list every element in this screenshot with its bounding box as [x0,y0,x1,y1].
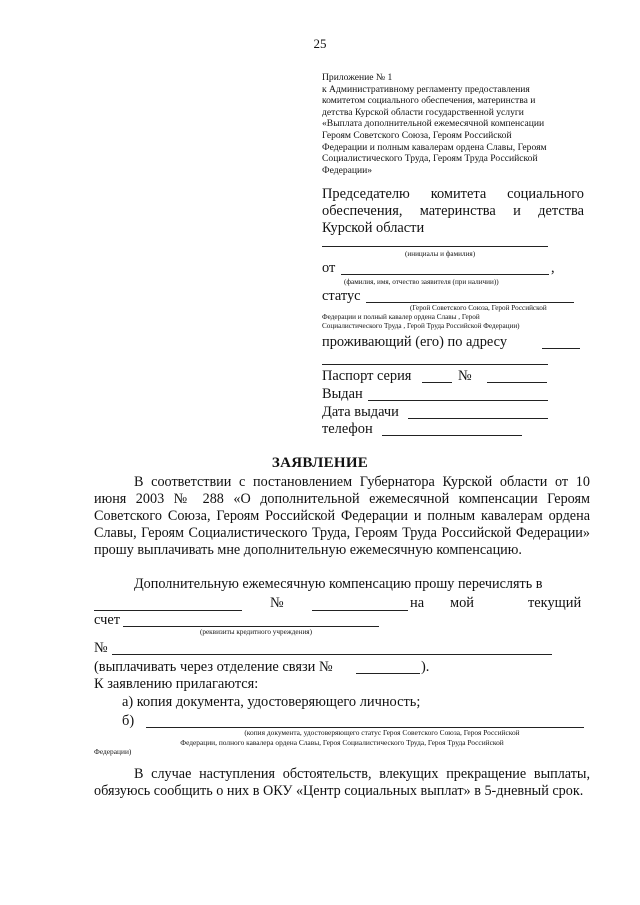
final-paragraph: В случае наступления обстоятельств, влекущих прекращение выплаты, обязуюсь сообщить о них в ОКУ «Центр социальных выплат» в 5-дневный срок. [94,766,590,799]
status-line[interactable] [366,302,574,303]
transfer-word: мой [450,595,475,611]
attachment-item-a: а) копия документа, удостоверяющего личность; [122,694,421,710]
phone-line[interactable] [382,435,522,436]
appendix-block [322,72,574,176]
attached-label: К заявлению прилагаются: [94,676,259,692]
transfer-word: текущий [528,595,582,611]
transfer-paragraph: Дополнительную ежемесячную компенсацию прошу перечислять в [134,576,543,592]
attachment-item-b-label: б) [122,713,135,729]
appendix-line: комитетом социального обеспечения, материнства и [322,95,536,107]
appendix-line: Федерации и полным кавалерам ордена Славы, Героям [322,141,547,153]
bank-name-line[interactable] [94,610,242,611]
address-line[interactable] [322,364,548,365]
transfer-word: на [410,595,425,611]
transfer-number-sign: № [270,595,284,611]
issued-line[interactable] [368,400,548,401]
document-caption: (копия документа, удостоверяющего статус Героя Советского Союза, Героя Российской Федерации, полного кавалера ордена Славы, Героя Социалистического Труда, Героя Труда Российской Федерации) [94,728,520,756]
addressee-block [322,186,584,237]
issued-label: Выдан [322,386,363,402]
post-office-line[interactable] [356,673,420,674]
passport-number-line[interactable] [487,382,547,383]
bank-caption: (реквизиты кредитного учреждения) [200,628,312,636]
status-caption: (Герой Советского Союза, Герой Российской [410,304,547,312]
statement-title: ЗАЯВЛЕНИЕ [271,455,369,471]
post-office-suffix: ). [421,659,430,675]
passport-series-line[interactable] [422,382,452,383]
appendix-line: Федерации» [322,164,373,176]
post-office-prefix: (выплачивать через отделение связи № [94,659,333,675]
appendix-title: Приложение № 1 [322,72,393,83]
issue-date-line[interactable] [408,418,548,419]
account-number-line[interactable] [112,654,552,655]
passport-number-sign: № [458,368,472,384]
issue-date-label: Дата выдачи [322,404,399,420]
status-label: статус [322,288,361,304]
transfer-number-line[interactable] [312,610,408,611]
page-number: 25 [313,36,327,51]
status-caption: Федерации и полный кавалер ордена Славы , Герой [322,313,480,321]
initials-caption: (инициалы и фамилия) [405,250,476,258]
from-comma: , [551,260,555,276]
from-line[interactable] [341,274,549,275]
residing-label: проживающий (его) по адресу [322,334,508,350]
account-number-sign: № [94,640,108,656]
from-label: от [322,260,336,276]
appendix-line: «Выплата дополнительной ежемесячной компенсации [322,118,545,130]
statement-paragraph: В соответствии с постановлением Губернатора Курской области от 10 июня 2003 № 288 «О дополнительной ежемесячной компенсации Героям Советского Союза, Героям Российской Федерации и полным кавалерам ордена Славы, Героям Социалистического Труда, Героям Труда Российской Федерации» прошу выплачивать мне дополнительную ежемесячную компенсацию. [94,474,590,558]
from-caption: (фамилия, имя, отчество заявителя (при наличии)) [344,278,499,286]
appendix-line: детства Курской области государственной услуги [322,106,524,118]
initials-line[interactable] [322,246,548,247]
addressee-line: Курской области [322,220,425,236]
phone-label: телефон [322,421,373,437]
passport-label: Паспорт серия [322,368,412,384]
appendix-line: Социалистического Труда, Героям Труда Российской [322,153,538,165]
addressee-line: Председателю комитета социального [322,186,584,202]
account-label: счет [94,612,121,628]
account-line[interactable] [123,626,379,627]
addressee-line: обеспечения, материнства и детства [322,203,584,219]
appendix-line: Героям Советского Союза, Героям Российской [322,129,512,141]
residing-line[interactable] [542,348,580,349]
status-caption: Социалистического Труда , Герой Труда Российской Федерации) [322,322,520,330]
appendix-line: к Административному регламенту предоставления [322,83,530,95]
